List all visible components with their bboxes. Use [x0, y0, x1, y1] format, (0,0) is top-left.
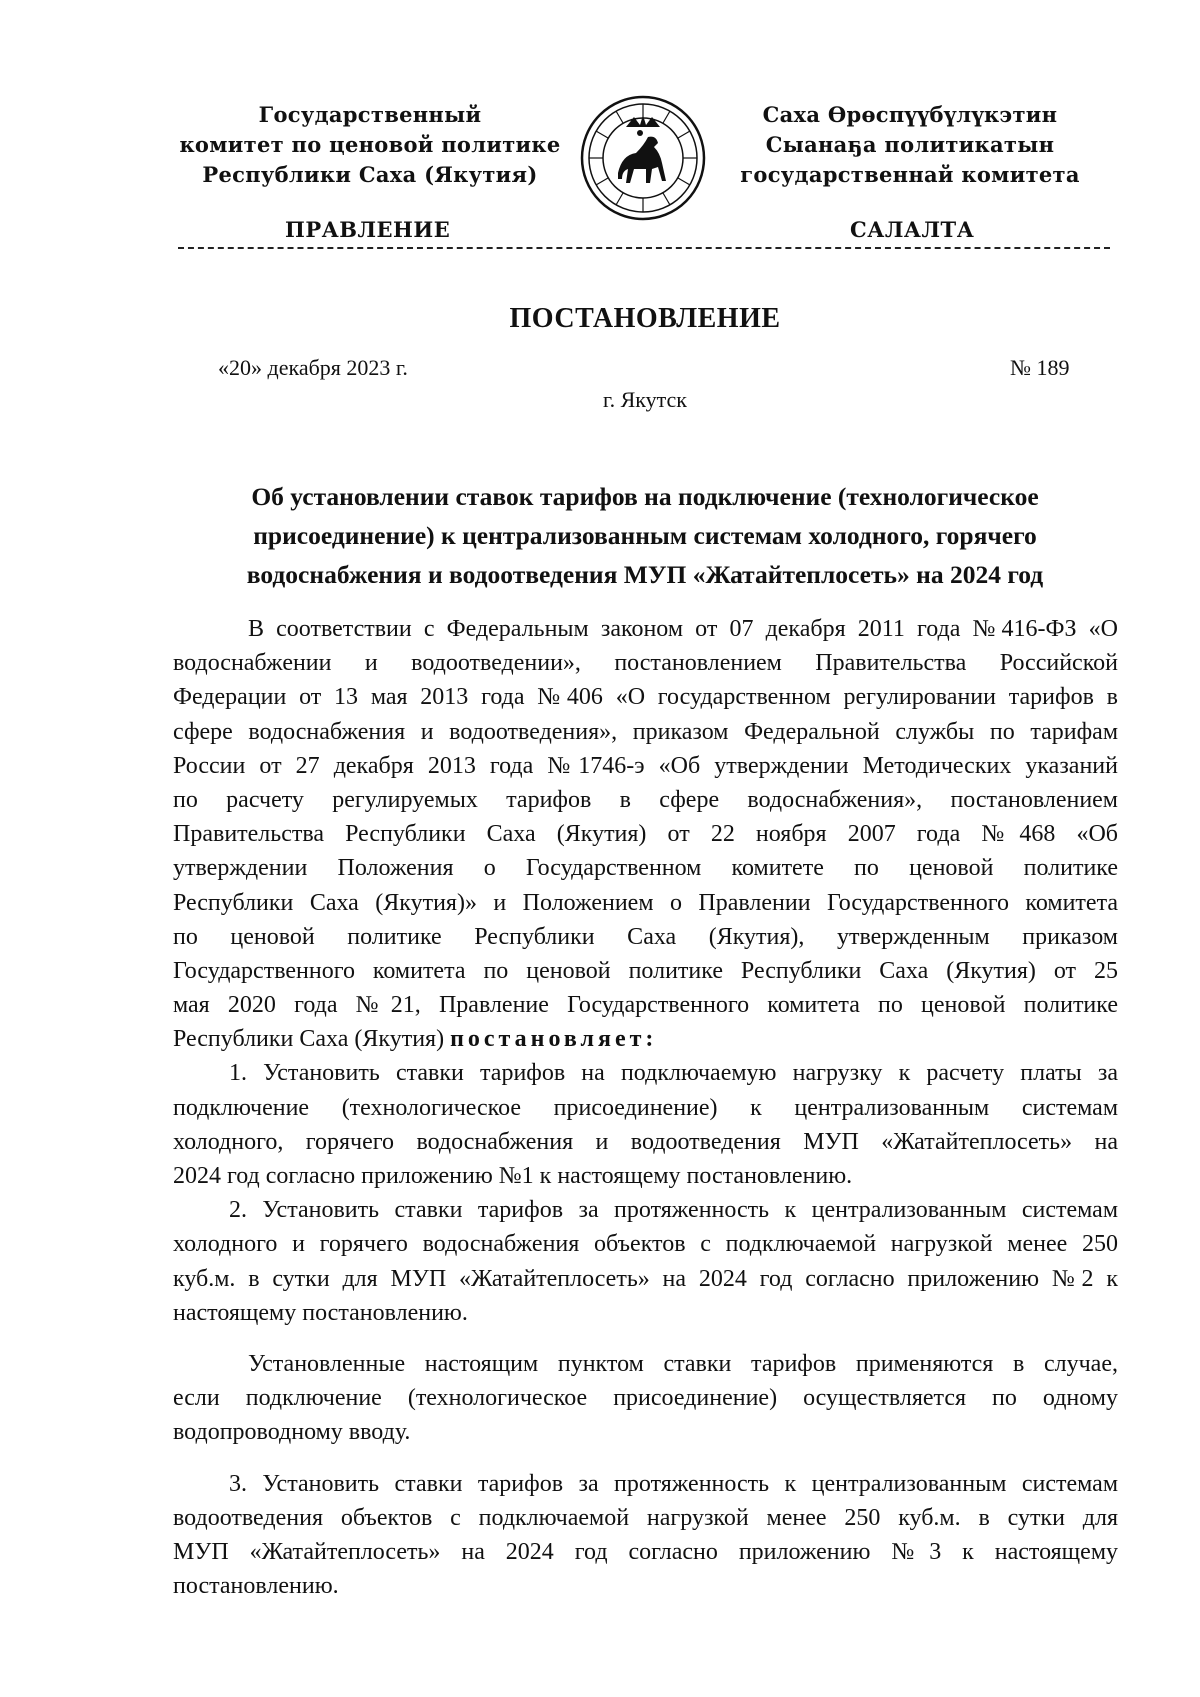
body-line	[173, 1022, 1118, 1056]
body-line: холодного, горячего водоснабжения и водоотведения МУП «Жатайтеплосеть» на	[173, 1128, 1118, 1155]
document-title: ПОСТАНОВЛЕНИЕ	[509, 303, 781, 334]
document-number: № 189	[1010, 355, 1070, 380]
body-line: по расчету регулируемых тарифов в сфере водоснабжения», постановлением	[173, 786, 1118, 813]
body-line: России от 27 декабря 2013 года №1746-э «Об утверждении Методических указаний	[173, 752, 1118, 779]
document-subject	[175, 477, 1115, 594]
subject-line: присоединение) к централизованным системам холодного, горячего	[253, 521, 1037, 550]
board-label-yakut: САЛАЛТА	[850, 217, 975, 242]
item-1-paragraph	[173, 1056, 1118, 1193]
item-2-paragraph	[173, 1193, 1118, 1330]
org-name-line: Государственный	[258, 102, 482, 127]
body-line: В соответствии с Федеральным законом от 07 декабря 2011 года №416-ФЗ «О	[248, 616, 1118, 642]
body-line: если подключение (технологическое присоединение) осуществляется по одному	[173, 1385, 1118, 1412]
body-line: сфере водоснабжения и водоотведения», приказом Федеральной службы по тарифам	[173, 718, 1118, 745]
body-line: водопроводному вводу.	[173, 1419, 411, 1446]
item-2-note-paragraph	[173, 1347, 1118, 1450]
org-name-yakut	[700, 100, 1120, 190]
subject-line: Об установлении ставок тарифов на подключение (технологическое	[251, 482, 1039, 511]
preamble-paragraph	[173, 612, 1118, 1056]
subject-line: водоснабжения и водоотведения МУП «Жатайтеплосеть» на 2024 год	[246, 560, 1044, 589]
document-body	[173, 612, 1118, 1603]
body-line: МУП «Жатайтеплосеть» на 2024 год согласно приложению №3 к настоящему	[173, 1538, 1118, 1565]
board-label-russian: ПРАВЛЕНИЕ	[285, 217, 451, 242]
org-name-line: государственнай комитета	[740, 162, 1080, 187]
body-line: Правительства Республики Саха (Якутия) от 22 ноября 2007 года №468 «Об	[173, 821, 1118, 848]
body-line: мая 2020 года №21, Правление Государственного комитета по ценовой политике	[173, 992, 1118, 1019]
body-line: 3. Установить ставки тарифов за протяженность к централизованным системам	[229, 1470, 1118, 1497]
body-line: водоотведения объектов с подключаемой нагрузкой менее 250 куб.м. в сутки для	[173, 1504, 1118, 1531]
paragraph-gap	[173, 1450, 1118, 1467]
org-name-line: комитет по ценовой политике	[179, 132, 561, 157]
body-line: 2024 год согласно приложению №1 к настоящему постановлению.	[173, 1163, 853, 1189]
body-line: куб.м. в сутки для МУП «Жатайтеплосеть» на 2024 год согласно приложению №2 к	[173, 1265, 1118, 1292]
document-date: «20» декабря 2023 г.	[218, 355, 408, 380]
body-line: подключение (технологическое присоединение) к централизованным системам	[173, 1094, 1118, 1121]
org-name-russian	[160, 100, 580, 190]
item-3-paragraph	[173, 1467, 1118, 1604]
decree-word: постановляет:	[450, 1026, 658, 1053]
body-line: утверждении Положения о Государственном комитете по ценовой политике	[173, 855, 1118, 882]
body-line: водоснабжении и водоотведении», постановлением Правительства Российской	[173, 650, 1118, 677]
body-line: холодного и горячего водоснабжения объектов с подключаемой нагрузкой менее 250	[173, 1231, 1118, 1258]
body-line: Федерации от 13 мая 2013 года №406 «О государственном регулировании тарифов в	[173, 684, 1118, 711]
body-line: настоящему постановлению.	[173, 1299, 468, 1326]
preamble-end: Республики Саха (Якутия)	[173, 1026, 445, 1053]
body-line: 2. Установить ставки тарифов за протяженность к централизованным системам	[229, 1197, 1118, 1224]
header-divider	[178, 247, 1110, 249]
body-line: 1. Установить ставки тарифов на подключаемую нагрузку к расчету платы за	[229, 1060, 1118, 1087]
body-line: Установленные настоящим пунктом ставки тарифов применяются в случае,	[248, 1350, 1118, 1377]
coat-of-arms-emblem	[578, 93, 708, 223]
body-line: Республики Саха (Якутия)» и Положением о Правлении Государственного комитета	[173, 889, 1118, 916]
org-name-line: Саха Өрөспүүбүлүкэтин	[762, 102, 1058, 127]
document-city: г. Якутск	[603, 387, 687, 412]
body-line: Государственного комитета по ценовой политике Республики Саха (Якутия) от 25	[173, 957, 1118, 984]
body-line: по ценовой политике Республики Саха (Якутия), утвержденным приказом	[173, 923, 1118, 950]
org-name-line: Сыанаҕа политикатын	[765, 132, 1055, 157]
paragraph-gap	[173, 1330, 1118, 1347]
org-name-line: Республики Саха (Якутия)	[202, 162, 538, 187]
body-line: постановлению.	[173, 1573, 339, 1600]
